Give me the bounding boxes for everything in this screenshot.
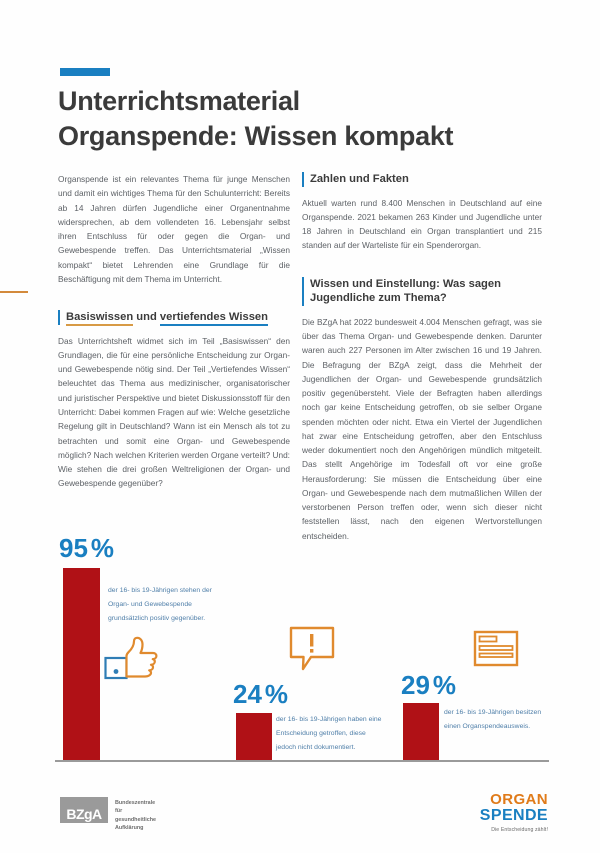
- bzga-text-line-4: Aufklärung: [115, 825, 144, 832]
- section-title-part-vertiefendes: vertiefendes Wissen: [160, 311, 268, 326]
- section-header-basiswissen: [58, 310, 290, 325]
- bzga-logo-mark: BZgA: [60, 797, 108, 823]
- zahlen-und-fakten-paragraph: Aktuell warten rund 8.400 Menschen in Deutschland auf eine Organspende. 2021 bekamen 263 Kinder und Jugendliche unter 18 Jahren in Deutschland ein Organ transplantiert und 215 standen auf der Warteliste für ein Spenderorgan.: [302, 197, 542, 251]
- chart-bar-95: [63, 568, 100, 760]
- chart-value-number-95: 95: [59, 533, 88, 563]
- section-title-wissen-einstellung: Wissen und Einstellung: Was sagen Jugendliche zum Thema?: [310, 277, 501, 305]
- chart-caption-24: der 16- bis 19-Jährigen haben eine Entscheidung getroffen, diese jedoch nicht dokumentiert.: [276, 716, 382, 751]
- chart-bar-29: [403, 703, 439, 760]
- basiswissen-paragraph: Das Unterrichtsheft widmet sich im Teil „Basiswissen“ den Grundlagen, die für eine persönliche Entscheidung zur Organ- und Gewebespende nötig sind. Der Teil „Vertiefendes Wissen“ beleuchtet das Thema aus medizinischer, organisatorischer und juristischer Perspektive und bietet Diskussionsstoff für den Unterricht: Dabei kommen Fragen auf wie: Welche gesetzliche Regelung gilt in Deutschland? Wann ist ein Mensch als tot zu betrachten und somit eine Organ- und Gewebespende möglich? Nach welchen Kriterien werden Organe verteilt? Und: Wie stehen die drei großen Weltreligionen der Organ- und Gewebespende gegenüber?: [58, 335, 290, 489]
- top-accent-rule: [60, 68, 110, 76]
- chart-value-number-24: 24: [233, 679, 262, 709]
- chart-value-unit-24: %: [264, 679, 289, 709]
- page-title: [58, 84, 538, 153]
- organspende-tagline: Die Entscheidung zählt!: [491, 826, 548, 833]
- section-accent-bar: [302, 277, 304, 306]
- left-column: [58, 172, 290, 491]
- chart-value-unit-29: %: [432, 670, 457, 700]
- chart-value-label-29: [401, 670, 456, 701]
- chart-value-label-95: [59, 533, 114, 564]
- section-header-wissen-einstellung: [302, 277, 542, 306]
- intro-paragraph: Organspende ist ein relevantes Thema für junge Menschen und damit ein wichtiges Thema für den Schulunterricht: Bereits ab 14 Jahren dürfen Jugendliche einer Organentnahme widersprechen, ab dem vollendeten 16. Lebensjahr selbst ihren Entschluss für oder gegen die Organ- und Gewebespende treffen. Das Unterrichtsmaterial „Wissen kompakt“ bietet Lehrenden eine Grundlage für die Beschäftigung mit dem Thema im Unterricht.: [58, 174, 290, 284]
- section-title-zahlen-und-fakten: Zahlen und Fakten: [310, 173, 409, 185]
- wissen-einstellung-paragraph: Die BZgA hat 2022 bundesweit 4.004 Menschen gefragt, was sie über das Thema Organ- und Gewebespende denken. Darunter waren auch 227 Personen im Alter zwischen 16 und 19 Jahren. Die Befragung der BZgA zeigt, dass die Mehrheit der Jugendlichen der Organ- und Gewebespende grundsätzlich positiv gegenübersteht. Viele der Befragten haben allerdings noch gar keine Entscheidung getroffen, ob sie selber Organe spenden möchten oder nicht. Etwa ein Viertel der Jugendlichen hat zwar eine Entscheidung getroffen, aber den Entschluss weder dokumentiert noch den Angehörigen mündlich mitgeteilt. Das stellt Angehörige im Todesfall oft vor eine große Herausforderung: Sie müssen die Entscheidung über eine Organ- und Gewebespende nach dem mutmaßlichen Willen der verstorbenen Person treffen oder, wenn sich dieser nicht feststellen lässt, nach den eigenen Wertvorstellungen entscheiden.: [302, 316, 542, 541]
- organspende-logo: [452, 792, 548, 833]
- page-title-line-2: Organspende: Wissen kompakt: [58, 120, 454, 151]
- bzga-logo: [60, 797, 156, 833]
- bzga-text-line-1: Bundeszentrale: [115, 800, 156, 806]
- spacer: [58, 286, 290, 310]
- organspende-word-spende: SPENDE: [479, 806, 548, 824]
- donor-card-icon: [473, 630, 519, 673]
- section-title-conjunction: und: [133, 311, 160, 324]
- section-title-basiswissen: [66, 310, 268, 325]
- chart-caption-95: der 16- bis 19-Jährigen stehen der Organ- und Gewebespende grundsätzlich positiv gegenüber.: [108, 587, 212, 622]
- section-title-part-basiswissen: Basiswissen: [66, 311, 133, 326]
- left-edge-orange-tick: [0, 291, 28, 293]
- speech-bubble-exclamation-icon: [287, 624, 337, 679]
- right-column: [302, 172, 542, 543]
- bzga-logo-text: [115, 797, 156, 833]
- chart-value-label-24: [233, 679, 288, 710]
- section-header-zahlen-und-fakten: [302, 172, 542, 187]
- page-title-line-1: Unterrichtsmaterial: [58, 86, 300, 116]
- bzga-text-line-2: für: [115, 808, 123, 815]
- chart-baseline: [55, 760, 549, 762]
- section-accent-bar: [302, 172, 304, 187]
- chart-bar-24: [236, 713, 272, 760]
- section-accent-bar: [58, 310, 60, 325]
- thumbs-up-icon: [104, 636, 166, 689]
- spacer: [302, 253, 542, 277]
- chart-caption-29: der 16- bis 19-Jährigen besitzen einen Organspendeausweis.: [444, 709, 542, 730]
- chart-value-unit-95: %: [90, 533, 115, 563]
- chart-value-number-29: 29: [401, 670, 430, 700]
- bzga-text-line-3: gesundheitliche: [115, 816, 157, 823]
- organspende-word-organ: ORGAN: [490, 791, 548, 808]
